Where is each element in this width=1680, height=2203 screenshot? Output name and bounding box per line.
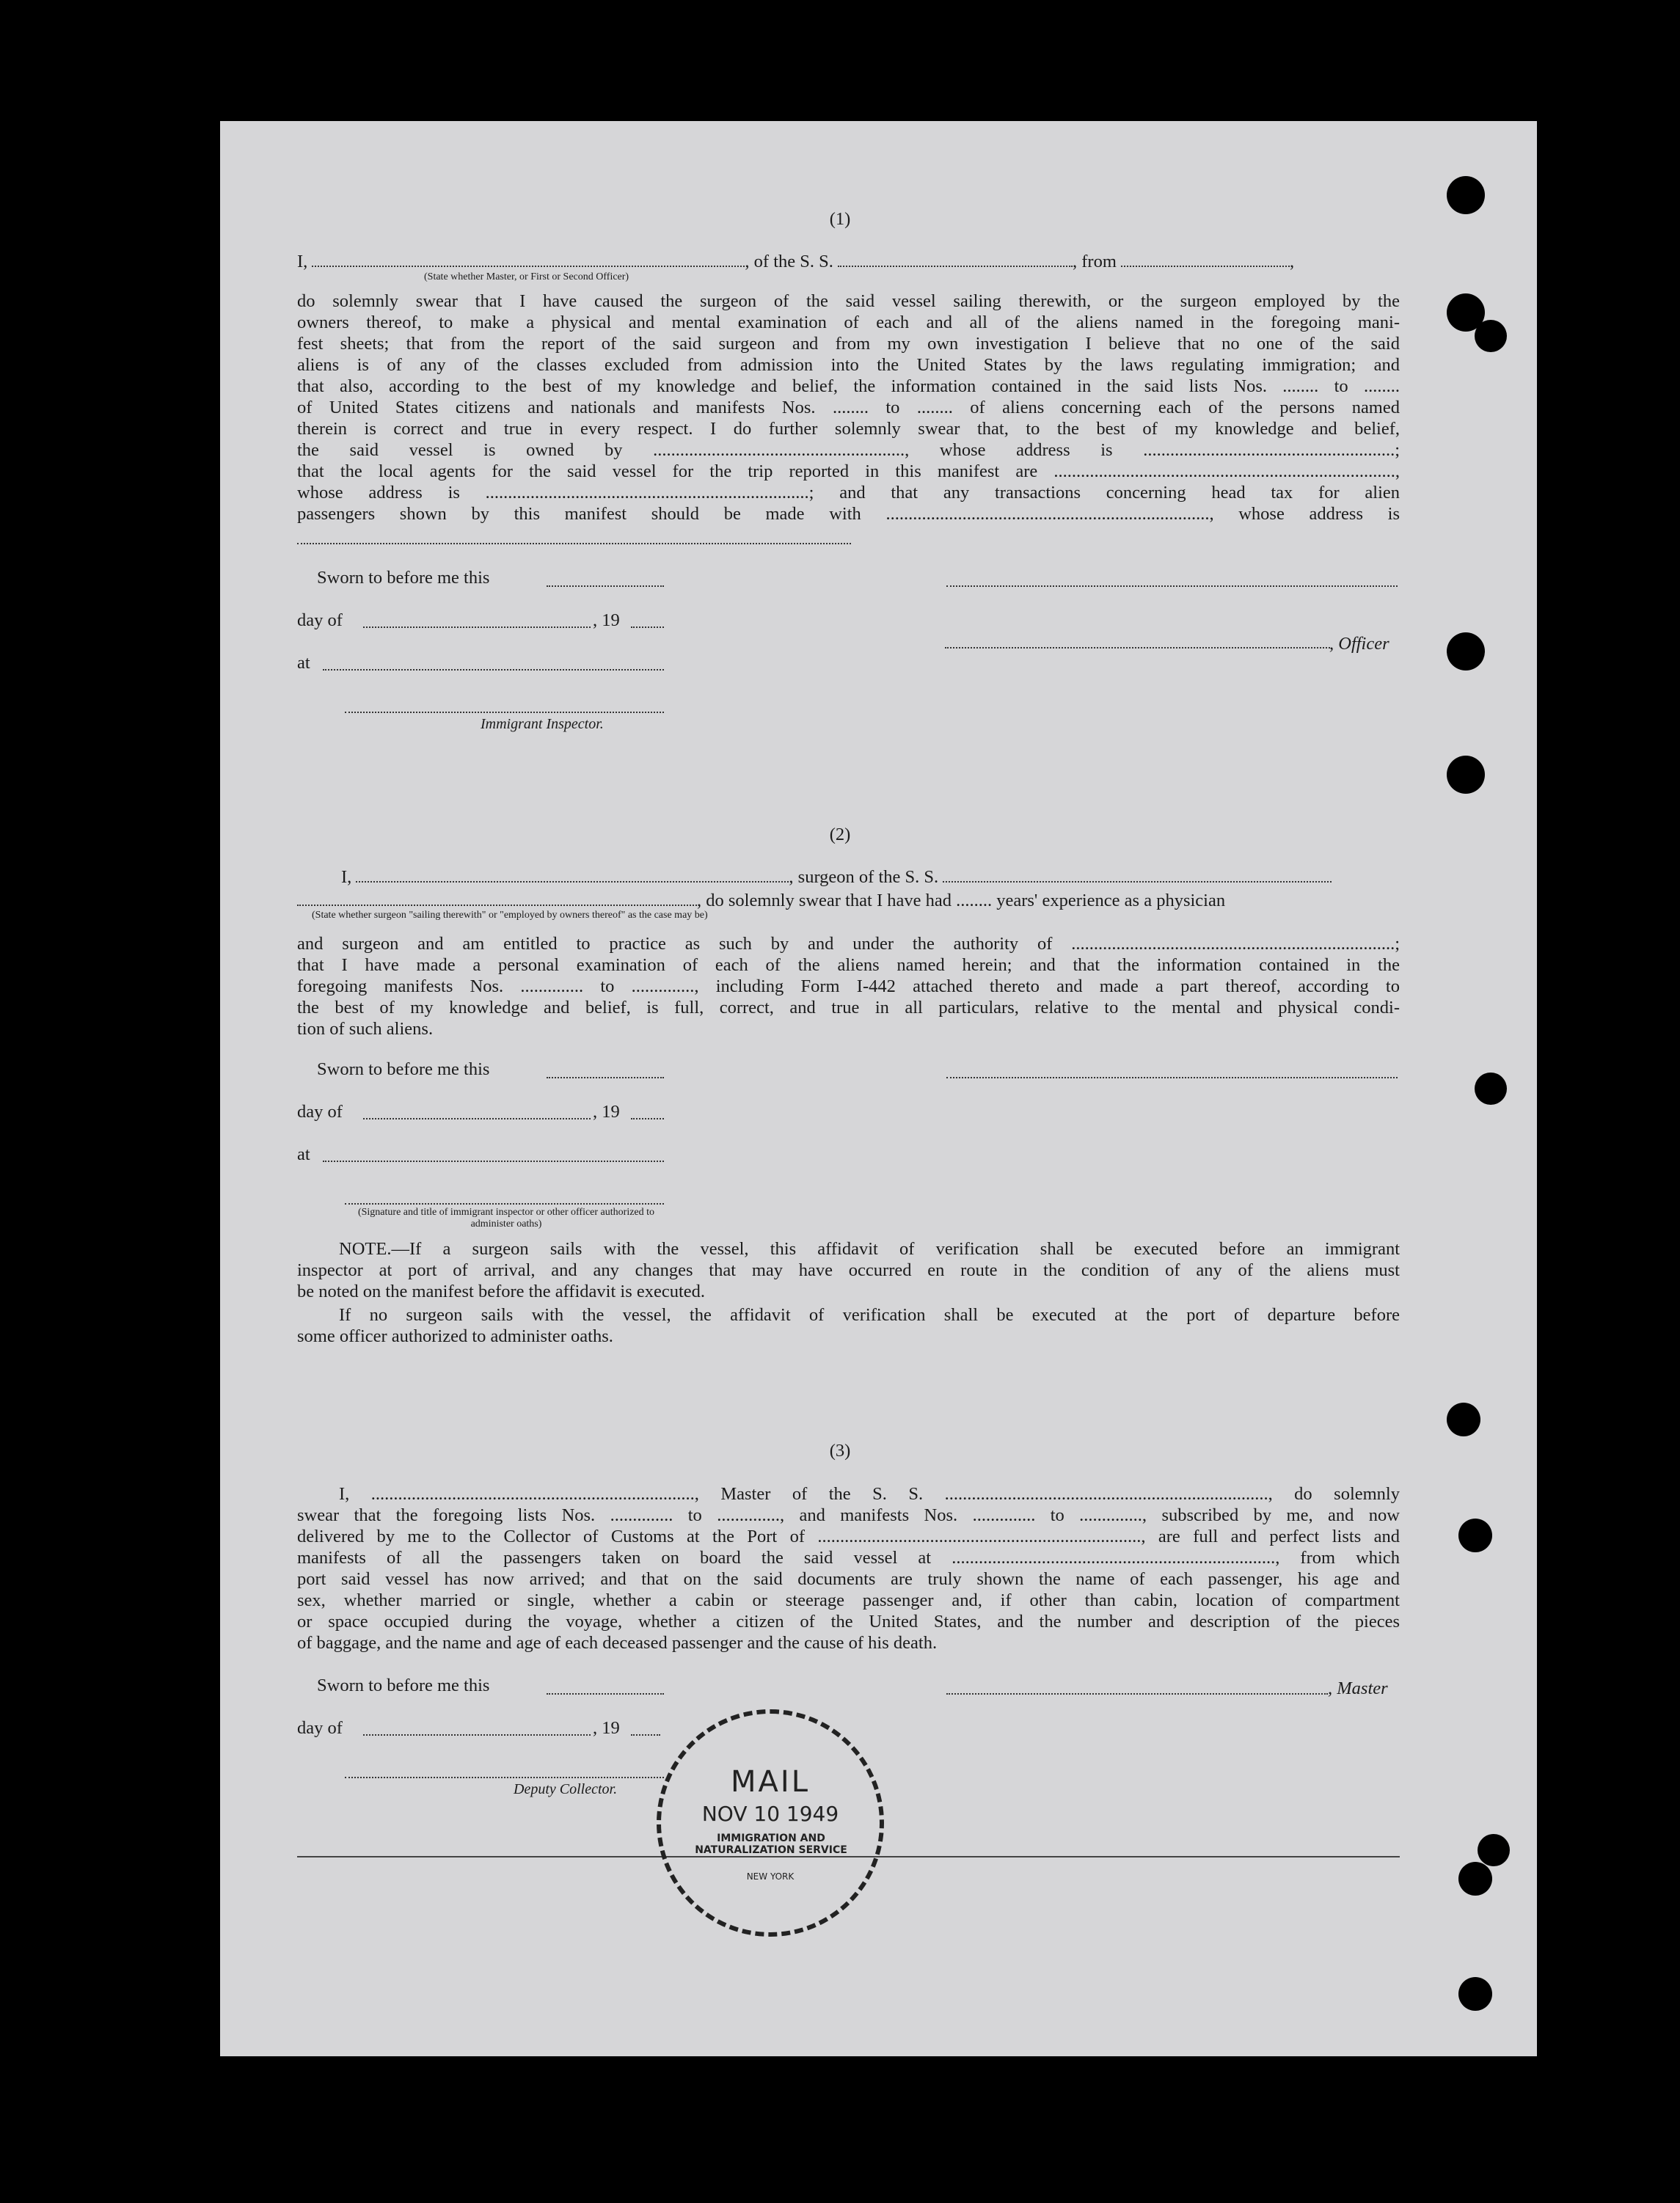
paragraph-line: delivered by me to the Collector of Customs at the Port of ........................................................................, are full and perfect lists and xyxy=(297,1527,1400,1546)
sworn-date-field[interactable] xyxy=(547,1077,664,1078)
officer-name-field[interactable] xyxy=(312,251,745,267)
deputy-signature-line[interactable] xyxy=(345,1777,664,1778)
section-2-oath-line xyxy=(297,866,1400,888)
paragraph-line: port said vessel has now arrived; and that on the said documents are truly shown the name of each passenger, his age and xyxy=(297,1569,1400,1589)
inspector-signature-line[interactable] xyxy=(345,712,664,713)
surgeon-vessel-field[interactable] xyxy=(943,866,1332,883)
paragraph-line: aliens is of any of the classes excluded from admission into the United States by the laws regulating immigration; and xyxy=(297,355,1400,375)
surgeon-status-field[interactable] xyxy=(297,890,697,906)
master-label: , Master xyxy=(1328,1678,1388,1698)
year-field[interactable] xyxy=(631,1118,664,1119)
officer-signature-line-1[interactable] xyxy=(946,585,1398,587)
note-line: be noted on the manifest before the affidavit is executed. xyxy=(297,1282,706,1301)
paragraph-line: tion of such aliens. xyxy=(297,1019,434,1039)
paragraph-line: swear that the foregoing lists Nos. .............. to .............., and manifests Nos. .............. to .............., subscribed by me, and now xyxy=(297,1505,1400,1525)
oath-prefix: I, xyxy=(297,252,308,271)
section-1-oath-line: I, , of the S. S. , from , xyxy=(297,252,1295,271)
paragraph-line: sex, whether married or single, whether a cabin or steerage passenger and, if other than cabin, location of compartment xyxy=(297,1590,1400,1610)
stamp-agency: IMMIGRATION AND NATURALIZATION SERVICE xyxy=(695,1833,847,1856)
note-paragraph xyxy=(297,1238,1400,1302)
binder-hole xyxy=(1447,756,1485,794)
surgeon-name-field[interactable] xyxy=(356,866,789,883)
surgeon-of-label: , surgeon of the S. S. xyxy=(789,867,939,887)
sworn-label: Sworn to before me this xyxy=(317,1059,490,1079)
sworn-label: Sworn to before me this xyxy=(317,568,490,588)
at-label: at xyxy=(297,1144,310,1164)
paragraph-line: the said vessel is owned by ........................................................, whose address is ........................................................; xyxy=(297,440,1400,460)
note-paragraph-2 xyxy=(297,1304,1400,1347)
paragraph-line: that I have made a personal examination of each of the aliens named herein; and that the information contained in the xyxy=(297,955,1400,975)
paragraph-line: do solemnly swear that I have caused the surgeon of the said vessel sailing therewith, or the surgeon employed by the xyxy=(297,291,1400,311)
inspector-signature-line[interactable] xyxy=(345,1203,664,1205)
day-of-label: day of xyxy=(297,1718,343,1738)
paragraph-line: or space occupied during the voyage, whether a citizen of the United States, and the number and description of the pieces xyxy=(297,1612,1400,1632)
at-label: at xyxy=(297,653,310,673)
swear-line-text: , do solemnly swear that I have had ........ years' experience as a physician xyxy=(697,891,1226,910)
inspector-label: Immigrant Inspector. xyxy=(481,716,604,732)
day-of-field[interactable] xyxy=(363,1118,591,1119)
paragraph-line: passengers shown by this manifest should be made with ........................................................................, whose address is xyxy=(297,504,1400,524)
note-line: If no surgeon sails with the vessel, the affidavit of verification shall be executed at the port of departure before xyxy=(339,1305,1400,1325)
section-2-paragraph xyxy=(297,933,1400,1040)
paragraph-line: fest sheets; that from the report of the said surgeon and from my own investigation I believe that no one of the said xyxy=(297,334,1400,354)
binder-hole xyxy=(1458,1977,1492,2011)
paragraph-line: manifests of all the passengers taken on board the said vessel at ........................................................................, from which xyxy=(297,1548,1400,1568)
receipt-stamp xyxy=(657,1709,884,1937)
paragraph-line: that also, according to the best of my knowledge and belief, the information contained in the said lists Nos. ........ to ........ xyxy=(297,376,1400,396)
binder-hole xyxy=(1447,632,1485,671)
paragraph-line: of United States citizens and nationals and manifests Nos. ........ to ........ of aliens concerning each of the persons named xyxy=(297,398,1400,417)
binder-hole xyxy=(1475,320,1507,352)
day-of-field[interactable] xyxy=(363,1734,591,1736)
note-line: inspector at port of arrival, and any changes that may have occurred en route in the condition of any of the aliens must xyxy=(297,1260,1400,1280)
section-3-number: (3) xyxy=(829,1441,851,1461)
year-field[interactable] xyxy=(631,626,664,628)
address-continuation-field[interactable] xyxy=(297,543,851,544)
surgeon-signature-line[interactable] xyxy=(946,1077,1398,1078)
paragraph-line: owners thereof, to make a physical and mental examination of each and all of the aliens named in the foregoing mani- xyxy=(297,313,1400,332)
officer-label: , Officer xyxy=(1329,634,1389,654)
deputy-label: Deputy Collector. xyxy=(514,1781,618,1797)
day-of-field[interactable] xyxy=(363,626,591,628)
note-line: some officer authorized to administer oaths. xyxy=(297,1326,613,1346)
stamp-date: NOV 10 1949 xyxy=(701,1802,839,1826)
vessel-label: , of the S. S. xyxy=(745,252,833,271)
section-1-number: (1) xyxy=(829,209,851,229)
binder-hole xyxy=(1458,1519,1492,1552)
sworn-label: Sworn to before me this xyxy=(317,1676,490,1695)
day-of-label: day of xyxy=(297,1102,343,1122)
paragraph-line: and surgeon and am entitled to practice as such by and under the authority of ........................................................................; xyxy=(297,934,1400,954)
section-2-swear-line xyxy=(297,890,1400,911)
paragraph-line: the best of my knowledge and belief, is full, correct, and true in all particulars, relative to the mental and physical condi- xyxy=(297,998,1400,1018)
from-label: , from xyxy=(1073,252,1117,271)
at-place-field[interactable] xyxy=(323,1161,664,1162)
vessel-name-field[interactable] xyxy=(838,251,1073,267)
binder-hole xyxy=(1475,1073,1507,1105)
year-field[interactable] xyxy=(631,1734,660,1736)
year-label: , 19 xyxy=(593,1102,620,1122)
sworn-date-field[interactable] xyxy=(547,1693,664,1695)
stamp-city: NEW YORK xyxy=(746,1871,795,1882)
master-signature-line[interactable] xyxy=(946,1693,1328,1695)
section-1-paragraph xyxy=(297,291,1400,525)
role-note: (State whether Master, or First or Second Officer) xyxy=(424,271,629,282)
from-port-field[interactable] xyxy=(1121,251,1290,267)
officer-signature-line-2[interactable] xyxy=(945,647,1330,649)
section-2-number: (2) xyxy=(829,825,851,844)
day-of-label: day of xyxy=(297,610,343,630)
paragraph-line: I, ........................................................................, Master of the S. S. ........................................................................, do solemnly xyxy=(339,1484,1400,1504)
paragraph-line: that the local agents for the said vessel for the trip reported in this manifest are ............................................................................, xyxy=(297,461,1400,481)
paragraph-line: foregoing manifests Nos. .............. to .............., including Form I-442 attached thereto and made a part thereof, according to xyxy=(297,976,1400,996)
paragraph-line: therein is correct and true in every respect. I do further solemnly swear that, to the best of my knowledge and belief, xyxy=(297,419,1400,439)
oath-prefix: I, xyxy=(341,867,352,887)
signature-note: (Signature and title of immigrant inspector or other officer authorized to administer oaths) xyxy=(357,1207,655,1230)
sworn-date-field[interactable] xyxy=(547,585,664,587)
note-line: NOTE.—If a surgeon sails with the vessel, this affidavit of verification shall be executed before an immigrant xyxy=(339,1239,1400,1259)
surgeon-note: (State whether surgeon "sailing therewith" or "employed by owners thereof" as the case may be) xyxy=(312,910,708,921)
stamp-mail: MAIL xyxy=(731,1765,810,1799)
paragraph-line: whose address is ........................................................................; and that any transactions concerning head tax for alien xyxy=(297,483,1400,503)
binder-hole xyxy=(1458,1862,1492,1896)
year-label: , 19 xyxy=(593,1718,620,1738)
binder-hole xyxy=(1447,1403,1480,1436)
section-3-paragraph xyxy=(297,1483,1400,1654)
at-place-field[interactable] xyxy=(323,669,664,671)
binder-hole xyxy=(1478,1834,1510,1866)
paragraph-line: of baggage, and the name and age of each deceased passenger and the cause of his death. xyxy=(297,1633,938,1653)
year-label: , 19 xyxy=(593,610,620,630)
